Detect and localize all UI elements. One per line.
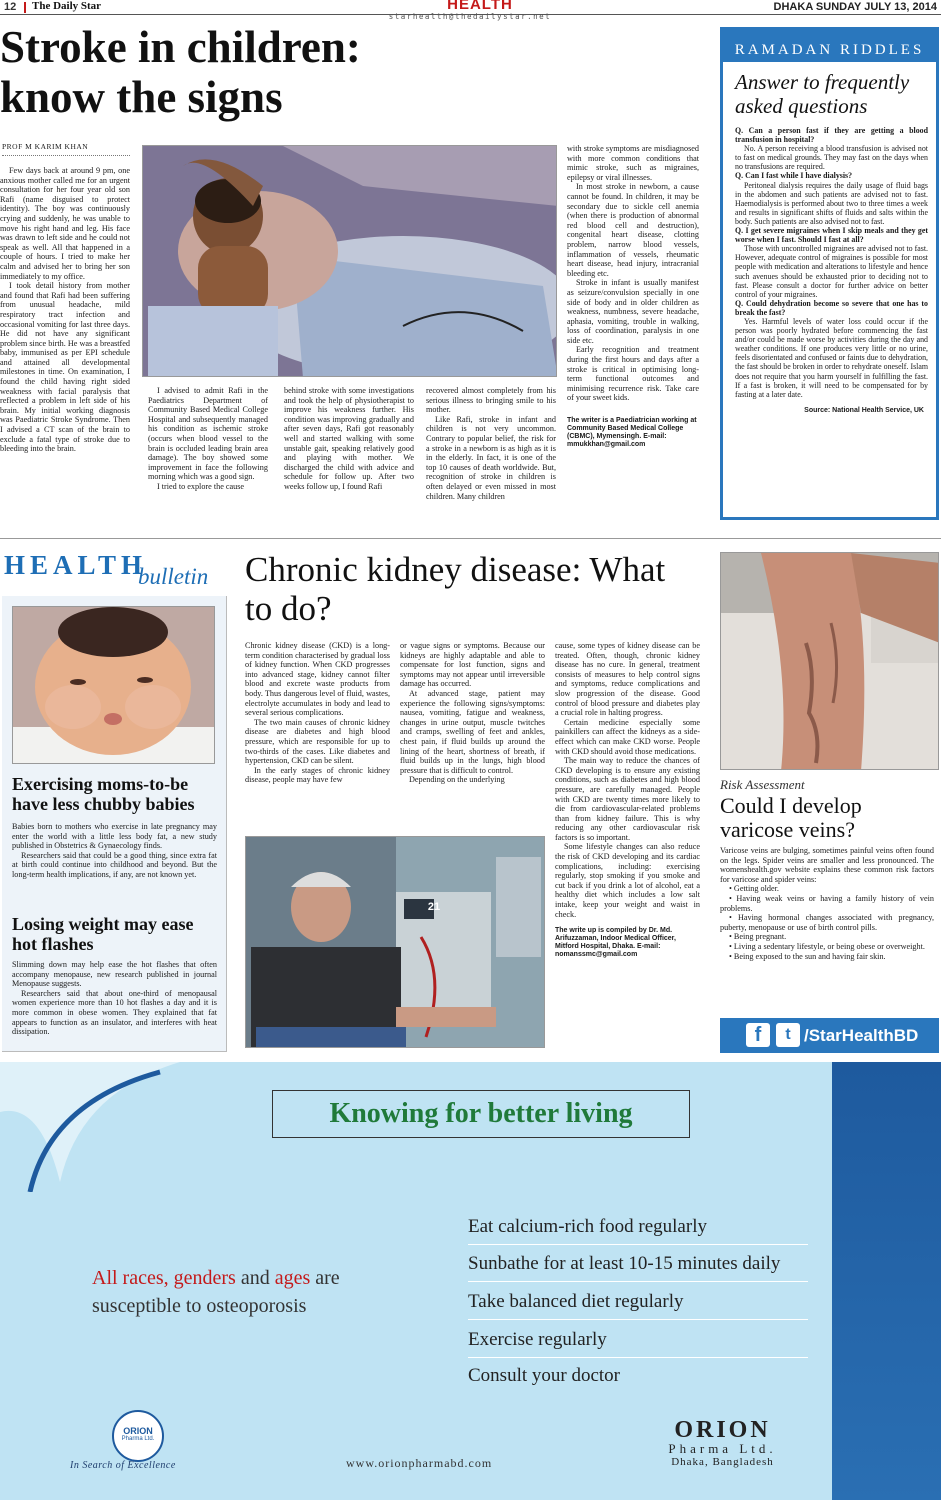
twitter-icon[interactable]: t [776,1023,800,1047]
sick-child-photo [142,145,557,377]
faq-question: Q. I get severe migraines when I skip meals and they get worse when I fast. Should I fast at all? [735,226,928,245]
paragraph: The two main causes of chronic kidney disease are diabetes and high blood pressure, which are responsible for up to two-thirds of the cases. Like diabetes and hypertension, CKD can be silent. [245,717,390,766]
ramadan-faq [723,120,936,414]
ckd-col-3 [555,641,700,959]
social-handle[interactable]: /StarHealthBD [804,1026,919,1045]
paragraph: with stroke symptoms are misdiagnosed with more common conditions that mimic stroke, such as migraines, epilepsy or viral illnesses. [567,144,699,182]
paper-name: The Daily Star [32,0,102,12]
varicose-leg-photo [720,552,939,770]
paragraph: Early recognition and treatment during the first hours and days after a stroke is critical in optimising long-term functional outcomes and minimising recurrence risk. Take care of your sweet kids. [567,345,699,403]
faq-question: Q. Could dehydration become so severe that one has to break the fast? [735,298,928,317]
paragraph: The main way to reduce the chances of CKD developing is to ensure any existing conditions, such as diabetes and high blood pressure, are carefully managed. People with CKD are twenty times more likely to die from cardiovascular-related problems than from kidney failure. This is why reducing any other cardiovascular risk factors is so important. [555,756,700,842]
ckd-headline: Chronic kidney disease: What to do? [245,550,666,628]
varicose-headline: Could I develop varicose veins? [720,793,862,842]
bulletin-word-health: HEALTH [4,550,148,580]
chubby-baby-photo [12,606,215,764]
stroke-col-2 [148,386,268,492]
facebook-icon[interactable]: f [746,1023,770,1047]
logo-small-text: ORION [123,1426,153,1436]
paragraph: In the early stages of chronic kidney disease, people may have few [245,765,390,785]
stroke-writer-note: The writer is a Paediatrician working at Community Based Medical College (CBMC), Mymensingh. E-mail: mmukkhan@gmail.com [567,417,697,449]
races-line-2: susceptible to osteoporosis [92,1295,307,1317]
section-name: HEALTH [447,0,513,13]
paragraph: cause, some types of kidney disease can be treated. Often, though, chronic kidney disease has no cure. In general, treatment consists of measures to help control signs and symptoms, reduce complications and slow progression of the disease. Good control of blood pressure and diabetes play a crucial role in halting progress. [555,641,700,718]
faq-answer: No. A person receiving a blood transfusion is advised not to fast on medical grounds. They may fast on the days when no transfusions are required. [735,144,928,172]
bullet-item: • Having weak veins or having a family history of vein problems. [720,893,934,913]
ad-tip: Consult your doctor [468,1365,620,1386]
paragraph: Depending on the underlying [409,775,505,785]
dateline: DHAKA SUNDAY JULY 13, 2014 [773,1,937,13]
paragraph: Some lifestyle changes can also reduce the risk of CKD developing and its cardiac complications, including: exercising regularly, stop smoking if you smoke and cut back if you drink a lot of alcohol, eat a healthy diet which includes a low salt intake, keep your weight and waist in check. [555,842,700,919]
ad-website[interactable]: www.orionpharmabd.com [346,1456,493,1470]
paragraph: recovered almost completely from his serious illness to bringing smile to his mother. [426,386,556,415]
ramadan-riddles-box [720,27,939,520]
ad-tip: Sunbathe for at least 10-15 minutes daily [468,1253,808,1282]
faq-question: Q. Can I fast while I have dialysis? [735,171,853,181]
varicose-kicker: Risk Assessment [720,777,805,792]
paragraph: In most stroke in newborn, a cause cannot be found. In children, it may be secondary due to sickle cell anemia (when there is production of abnormal red blood cell and destruction), congenital heart disease, clotting problem, narrow blood vessels, inflammation of vessels, rheumatic heart disease, head injury, intracranial bleeding etc. [567,182,699,278]
ad-blue-stripe [832,1062,941,1500]
baby-illustration [13,607,215,764]
bullet-item: • Having hormonal changes associated with pregnancy, puberty, menopause or use of birth control pills. [720,913,934,932]
stroke-col-5 [567,144,699,449]
paragraph: Stroke in infant is usually manifest as seizure/convulsion specially in one side of body and in older children as weakness, numbness, severe headache, aphasia, vomiting, trouble in walking, loss of coordination, paralysis in one side etc. [567,278,699,345]
paragraph: Like Rafi, stroke in infant and children is not very uncommon. Contrary to popular belief, the risk for a stroke in a newborn is as high as it is in the elderly. In fact, it is one of the top 10 causes of death worldwide. But, recognition of stroke in children is often delayed or even missed in most children. Many children [426,414,556,501]
stroke-byline: PROF M KARIM KHAN [2,142,130,156]
races-and-text: and [235,1267,275,1289]
orion-round-logo [112,1410,164,1462]
brand-name: ORION [674,1417,771,1443]
paragraph: At advanced stage, patient may experience the following signs/symptoms: nausea, vomiting, fatigue and weakness, changes in urine output, muscle twitches and cramps, swelling of feet and ankles, chest pain, if fluid builds up around the lining of the heart, shortness of breath, if fluid builds up in the lungs, high blood pressure that is difficult to control. [400,688,545,775]
page-number: 12 [4,1,17,13]
paragraph: Certain medicine especially some painkillers can affect the kidneys as a side-effect which can make CKD worse. People with CKD should avoid those medications. [555,717,700,756]
faq-question: Q. Can a person fast if they are getting a blood transfusion in hospital? [735,126,928,145]
header-divider [24,2,26,13]
paragraph: I advised to admit Rafi in the Paediatrics Department of Community Based Medical College Hospital and subsequently managed his condition as ischemic stroke (occurs when blood vessel to the brain is occluded leading brain area damage). The boy showed some improvement in face the following morning which was a good sign. [148,386,268,482]
ckd-writer-note: The write up is compiled by Dr. Md. Arifuzzaman, Indoor Medical Officer, Mitford Hospital, Dhaka. E-mail: nomanssmc@gmail.com [555,927,676,959]
ad-tagline: In Search of Excellence [70,1460,176,1471]
ad-headline: Knowing for better living [272,1090,690,1138]
bulletin-story-1 [12,774,217,880]
stroke-col-3 [284,386,414,492]
bulletin-story-2 [12,914,217,1037]
bulletin-headline-2: Losing weight may ease hot flashes [12,914,194,954]
ramadan-title: RAMADAN RIDDLES [723,30,936,62]
paragraph: I took detail history from mother and found that Rafi had been suffering from unusual headache, mild respiratory tract infection and occasional vomiting for last three days. He did not have any significant problem since birth. He was a breastfed baby, immunised as per EPI schedule and attained all developmental milestones in time. On examination, I found the child having right sided weakness with facial paralysis that reflected a problem in left side of his brain. My initial working diagnosis was Paediatric Stroke Syndrome. Then I advised a CT scan of the brain to exclude a fatal type of stroke due to bleeding into the brain. [0,281,130,454]
dialysis-illustration [246,837,545,1048]
bullet-item: • Being exposed to the sun and having fair skin. [729,951,886,961]
bullet-item: • Getting older. [729,884,779,894]
bullet-item: • Living a sedentary lifestyle, or being obese or overweight. [729,941,925,951]
paragraph: Researchers said that could be a good thing, since extra fat at birth could continue into childhood and beyond. But the long-term health implications, if any, are not known yet. [12,850,217,879]
leg-illustration [721,553,939,770]
stroke-col-1 [0,166,130,454]
faq-answer: Those with uncontrolled migraines are advised not to fast. However, adequate control of migraines is possible for most people with medication and alterations to lifestyle and hence such avenues should be exhausted prior to deciding not to fast. Please consult a doctor for further advice on better control of your migraines. [735,244,928,299]
ad-osteoporosis-message [92,1264,412,1320]
dialysis-monitor-readout: 21 [427,901,441,913]
section-divider [0,538,941,539]
paragraph: or vague signs or symptoms. Because our kidneys are highly adaptable and able to compensate for lost function, signs and symptoms may not appear until irreversible damage has occurred. [400,641,545,689]
ckd-col-2 [400,641,545,785]
social-bar[interactable] [720,1018,939,1053]
paragraph: Chronic kidney disease (CKD) is a long-term condition characterised by gradual loss of kidney function. When CKD progresses into advanced stage, kidney cannot filter blood and excrete waste products from body. Thus dangerous level of fluid, wastes, electrolyte accumulates in body and lead to several serious complications. [245,641,390,718]
ad-tip: Take balanced diet regularly [468,1291,808,1320]
paragraph: I tried to explore the cause [157,481,245,491]
faq-answer: Peritoneal dialysis requires the daily usage of fluid bags in the abdomen and such patients are advised not to fast. Haemodialysis is performed about two to three times a week and results in significant shifts of fluids and salts within the body. Such patients are also advised not to fast. [735,180,928,226]
races-are-text: are [310,1267,340,1289]
bullet-item: • Being pregnant. [729,932,787,942]
orion-brand-block [665,1418,780,1468]
faq-answer: Yes. Harmful levels of water loss could occur if the person was poorly hydrated before commencing the fast and/or could be made worse by activities during the day and weather conditions. If one produces very little or no urine, feels disorientated and confused or faints due to dehydration, the fast should be broken in order to rehydrate oneself. Islam does not require that you harm yourself in fulfilling the fast. If a fast is broken, it will need to be compensated for by fasting at a later date. [735,316,928,399]
paragraph: Researchers said that about one-third of menopausal women experience more than 10 hot flashes a day and it is more common in obese women. They explained that fat appears to function as an insulator, and interferes with heat dissipation. [12,988,217,1037]
paragraph: Few days back at around 9 pm, one anxious mother called me for an urgent consultation for her four year old son Rafi (name disguised to protect identity). The boy was continuously crying and suddenly, he was unable to move his right hand and leg. His face was drawn to left side and he could not speak as well. All that happened in a couple of hours. I tried to make her calm and advised her to bring her son immediately to my office. [0,166,130,281]
stroke-headline: Stroke in children: know the signs [0,22,361,122]
ad-tip: Eat calcium-rich food regularly [468,1216,808,1245]
ramadan-subtitle: Answer to frequently asked questions [735,70,910,118]
bulletin-word-bulletin: bulletin [138,564,209,589]
ckd-col-1 [245,641,390,785]
brand-sub: Pharma Ltd. [668,1441,777,1456]
paragraph: Varicose veins are bulging, sometimes painful veins often found on the legs. Spider veins are smaller and less pronounced. The womenshealth.gov website explains these common risk factors for varicose and spider veins: [720,846,934,884]
dialysis-patient-photo [245,836,545,1048]
bulletin-headline-1: Exercising moms-to-be have less chubby babies [12,774,195,814]
varicose-body [720,846,934,961]
ad-tip: Exercise regularly [468,1329,808,1358]
races-genders-text: All races, genders [92,1267,236,1289]
paragraph: Slimming down may help ease the hot flashes that often accompany menopause, new research published in journal Menopause suggests. [12,960,217,989]
paragraph: behind stroke with some investigations and took the help of physiotherapist to improve his weakness further. His condition was improving gradually and after seven days, Rafi got reasonably well and started walking with some unstable gait, speaking relatively good and playing with mother. We discharged the child with advice and schedule for follow up. After two weeks follow up, I found Rafi [284,386,414,491]
brand-location: Dhaka, Bangladesh [671,1456,774,1468]
section-email[interactable]: starhealth@thedailystar.net [388,12,552,21]
races-ages-text: ages [274,1267,311,1289]
stroke-col-4 [426,386,556,501]
paragraph: Babies born to mothers who exercise in late pregnancy may enter the world with a little less body fat, a new study published in Obstetrics & Gynaecology finds. [12,822,217,851]
logo-small-sub: Pharma Ltd. [121,1436,155,1442]
child-illustration [143,146,557,377]
ad-swoosh-decoration [0,1062,260,1192]
ramadan-source: Source: National Health Service, UK [804,406,924,414]
